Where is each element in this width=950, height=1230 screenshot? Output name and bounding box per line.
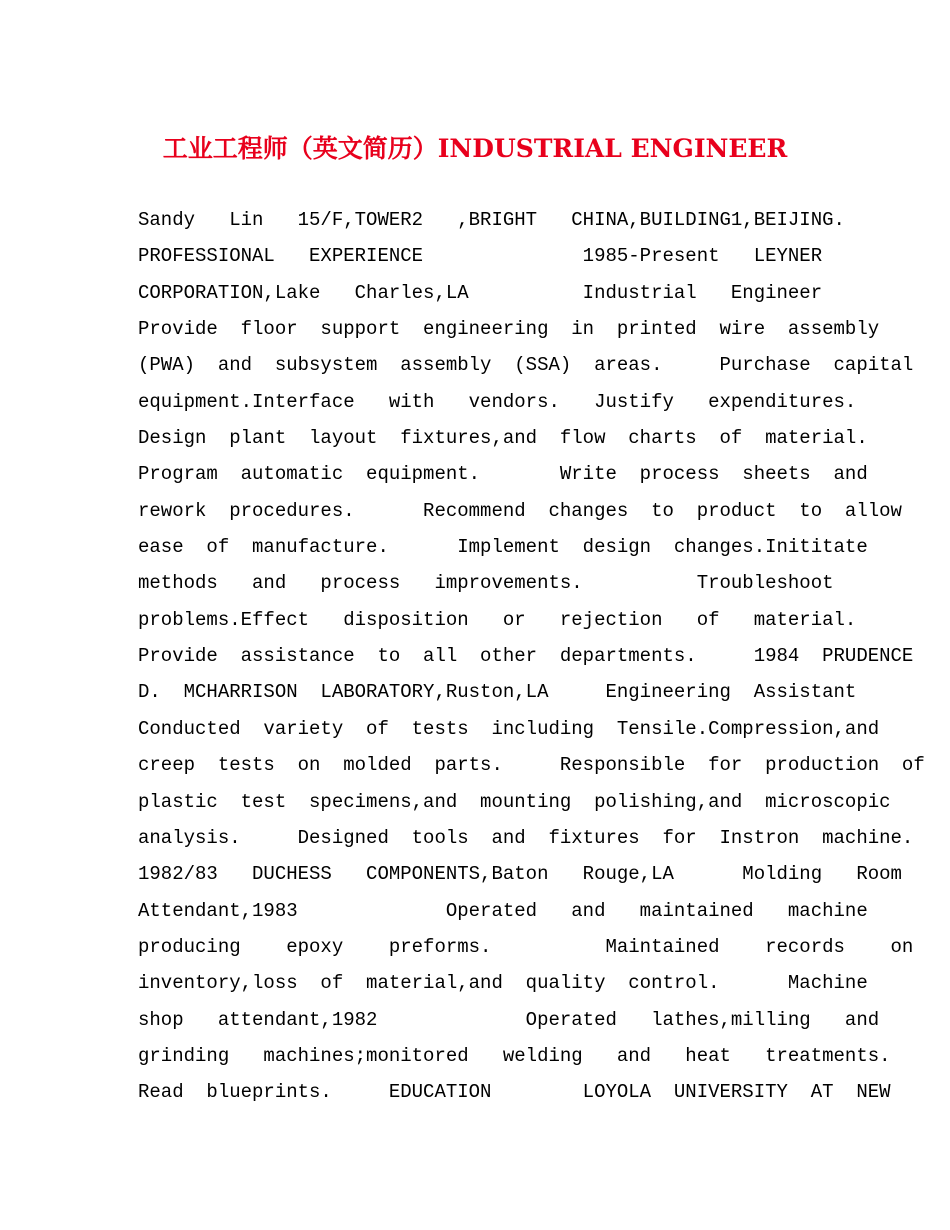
text-line: Attendant,1983 Operated and maintained machine (138, 899, 868, 922)
text-line: plastic test specimens,and mounting polishing,and microscopic (138, 790, 891, 813)
text-line: problems.Effect disposition or rejection of material. (138, 608, 857, 631)
text-line: equipment.Interface with vendors. Justify expenditures. (138, 390, 857, 413)
text-line: Design plant layout fixtures,and flow charts of material. (138, 427, 868, 450)
text-line: shop attendant,1982 Operated lathes,milling and (138, 1008, 880, 1031)
text-line: rework procedures. Recommend changes to product to allow (138, 499, 902, 522)
text-line: ease of manufacture. Implement design changes.Inititate (138, 536, 868, 559)
text-line: D. MCHARRISON LABORATORY,Ruston,LA Engineering Assistant (138, 681, 857, 704)
text-line: Read blueprints. EDUCATION LOYOLA UNIVERSITY AT NEW (138, 1081, 891, 1104)
text-line: Provide assistance to all other departments. 1984 PRUDENCE (138, 645, 914, 668)
text-line: inventory,loss of material,and quality control. Machine (138, 972, 868, 995)
text-line: CORPORATION,Lake Charles,LA Industrial Engineer (138, 281, 823, 304)
resume-body (138, 202, 925, 1111)
text-line: grinding machines;monitored welding and heat treatments. (138, 1044, 891, 1067)
text-line: creep tests on molded parts. Responsible for production of (138, 754, 925, 777)
text-line: Conducted variety of tests including Tensile.Compression,and (138, 717, 880, 740)
text-line: producing epoxy preforms. Maintained records on (138, 935, 914, 958)
text-line: methods and process improvements. Troubleshoot (138, 572, 834, 595)
text-line: PROFESSIONAL EXPERIENCE 1985-Present LEYNER (138, 245, 823, 268)
text-line: Provide floor support engineering in printed wire assembly (138, 318, 880, 341)
page-title: 工业工程师（英文简历）INDUSTRIAL ENGINEER (162, 134, 788, 163)
text-line: 1982/83 DUCHESS COMPONENTS,Baton Rouge,LA Molding Room (138, 863, 902, 886)
text-line: Sandy Lin 15/F,TOWER2 ,BRIGHT CHINA,BUILDING1,BEIJING. (138, 209, 845, 231)
text-line: analysis. Designed tools and fixtures for Instron machine. (138, 826, 914, 849)
text-line: Program automatic equipment. Write process sheets and (138, 463, 868, 486)
text-line: (PWA) and subsystem assembly (SSA) areas. Purchase capital (138, 354, 914, 377)
